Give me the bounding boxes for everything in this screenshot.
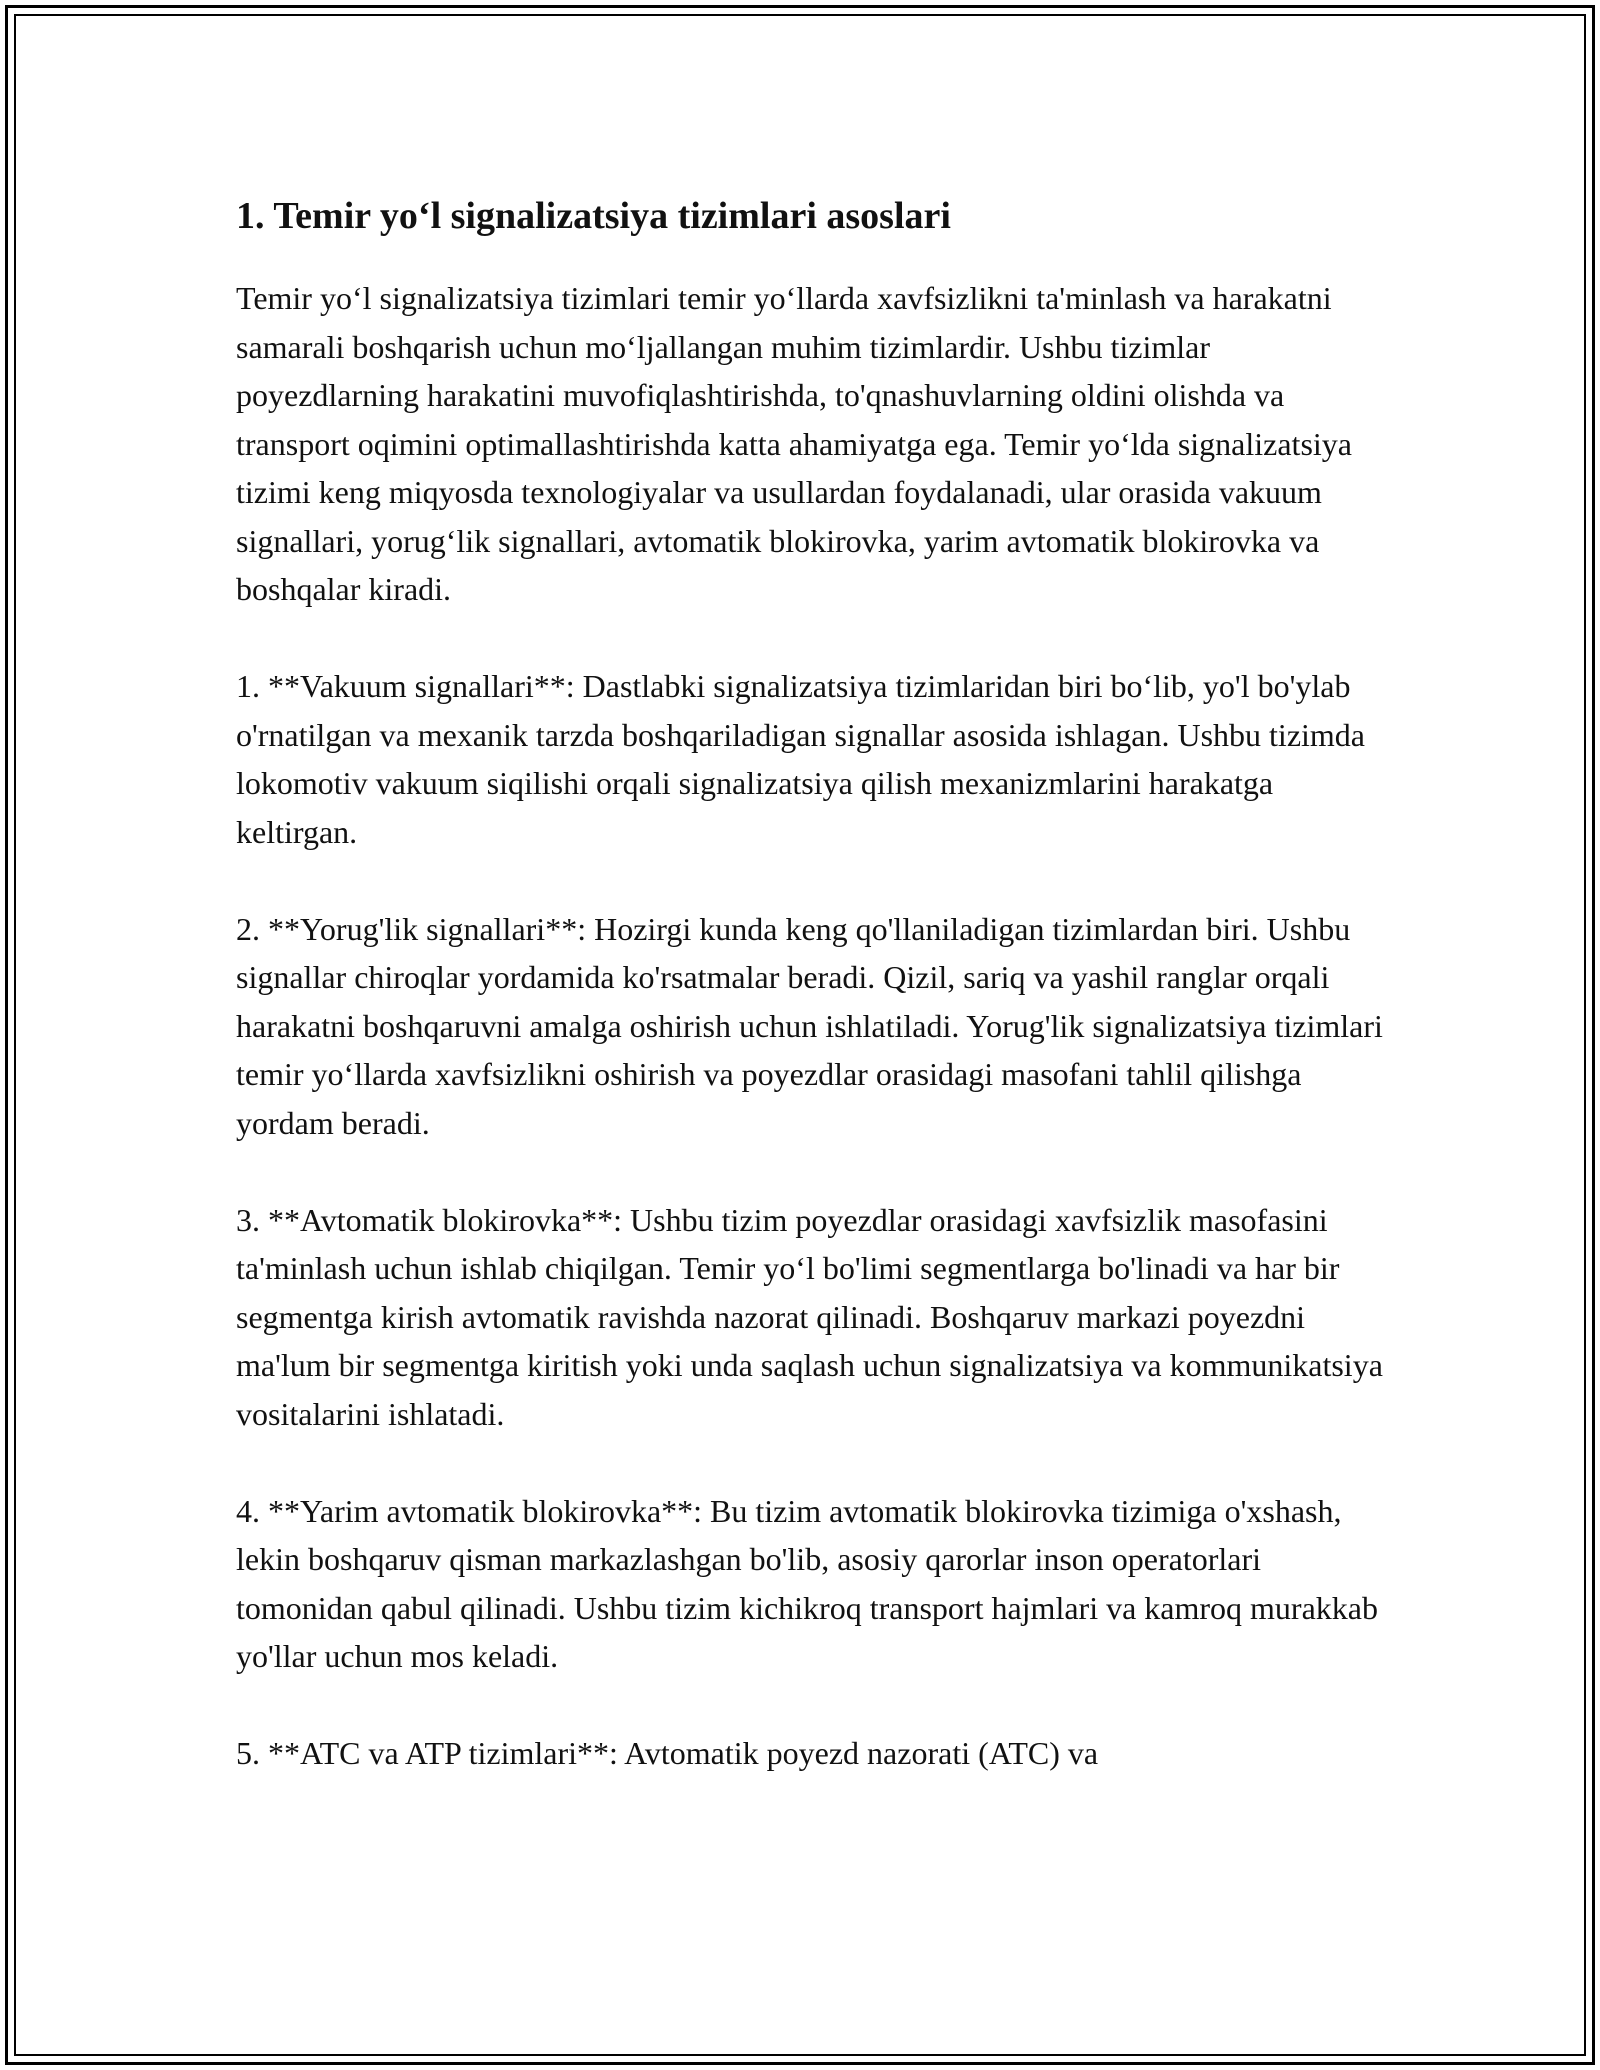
paragraph-atc-atp: 5. **ATC va ATP tizimlari**: Avtomatik poyezd nazorati (ATC) va [236,1735,1099,1771]
intro-paragraph: Temir yo‘l signalizatsiya tizimlari temir yo‘llarda xavfsizlikni ta'minlash va harakatni samarali boshqarish uchun mo‘ljallangan muhim tizimlardir. Ushbu tizimlar poyezdlarning harakatini muvofiqlashtirishda, to'qnashuvlarning oldini olishda va transport oqimini optimallashtirishda katta ahamiyatga ega. Temir yo‘lda signalizatsiya tizimi keng miqyosda texnologiyalar va usullardan foydalanadi, ular orasida vakuum signallari, yorug‘lik signallari, avtomatik blokirovka, yarim avtomatik blokirovka va boshqalar kiradi. [236,280,1352,607]
paragraph-yarim-avtomatik-blokirovka: 4. **Yarim avtomatik blokirovka**: Bu tizim avtomatik blokirovka tizimiga o'xshash, lekin boshqaruv qisman markazlashgan bo'lib, asosiy qarorlar inson operatorlari tomonidan qabul qilinadi. Ushbu tizim kichikroq transport hajmlari va kamroq murakkab yo'llar uchun mos keladi. [236,1492,1378,1674]
paragraph-avtomatik-blokirovka: 3. **Avtomatik blokirovka**: Ushbu tizim poyezdlar orasidagi xavfsizlik masofasini ta'minlash uchun ishlab chiqilgan. Temir yo‘l bo'limi segmentlarga bo'linadi va har bir segmentga kirish avtomatik ravishda nazorat qilinadi. Boshqaruv markazi poyezdni ma'lum bir segmentga kiritish yoki unda saqlash uchun signalizatsiya va kommunikatsiya vositalarini ishlatadi. [236,1201,1383,1432]
document-body [236,188,1386,1778]
paragraph-vakuum-signallari: 1. **Vakuum signallari**: Dastlabki signalizatsiya tizimlaridan biri bo‘lib, yo'l bo'ylab o'rnatilgan va mexanik tarzda boshqariladigan signallar asosida ishlagan. Ushbu tizimda lokomotiv vakuum siqilishi orqali signalizatsiya qilish mexanizmlarini harakatga keltirgan. [236,668,1365,850]
paragraph-yoruglik-signallari: 2. **Yorug'lik signallari**: Hozirgi kunda keng qo'llaniladigan tizimlardan biri. Ushbu signallar chiroqlar yordamida ko'rsatmalar beradi. Qizil, sariq va yashil ranglar orqali harakatni boshqaruvni amalga oshirish uchun ishlatiladi. Yorug'lik signalizatsiya tizimlari temir yo‘llarda xavfsizlikni oshirish va poyezdlar orasidagi masofani tahlil qilishga yordam beradi. [236,910,1383,1141]
document-title: 1. Temir yo‘l signalizatsiya tizimlari asoslari [236,195,951,237]
